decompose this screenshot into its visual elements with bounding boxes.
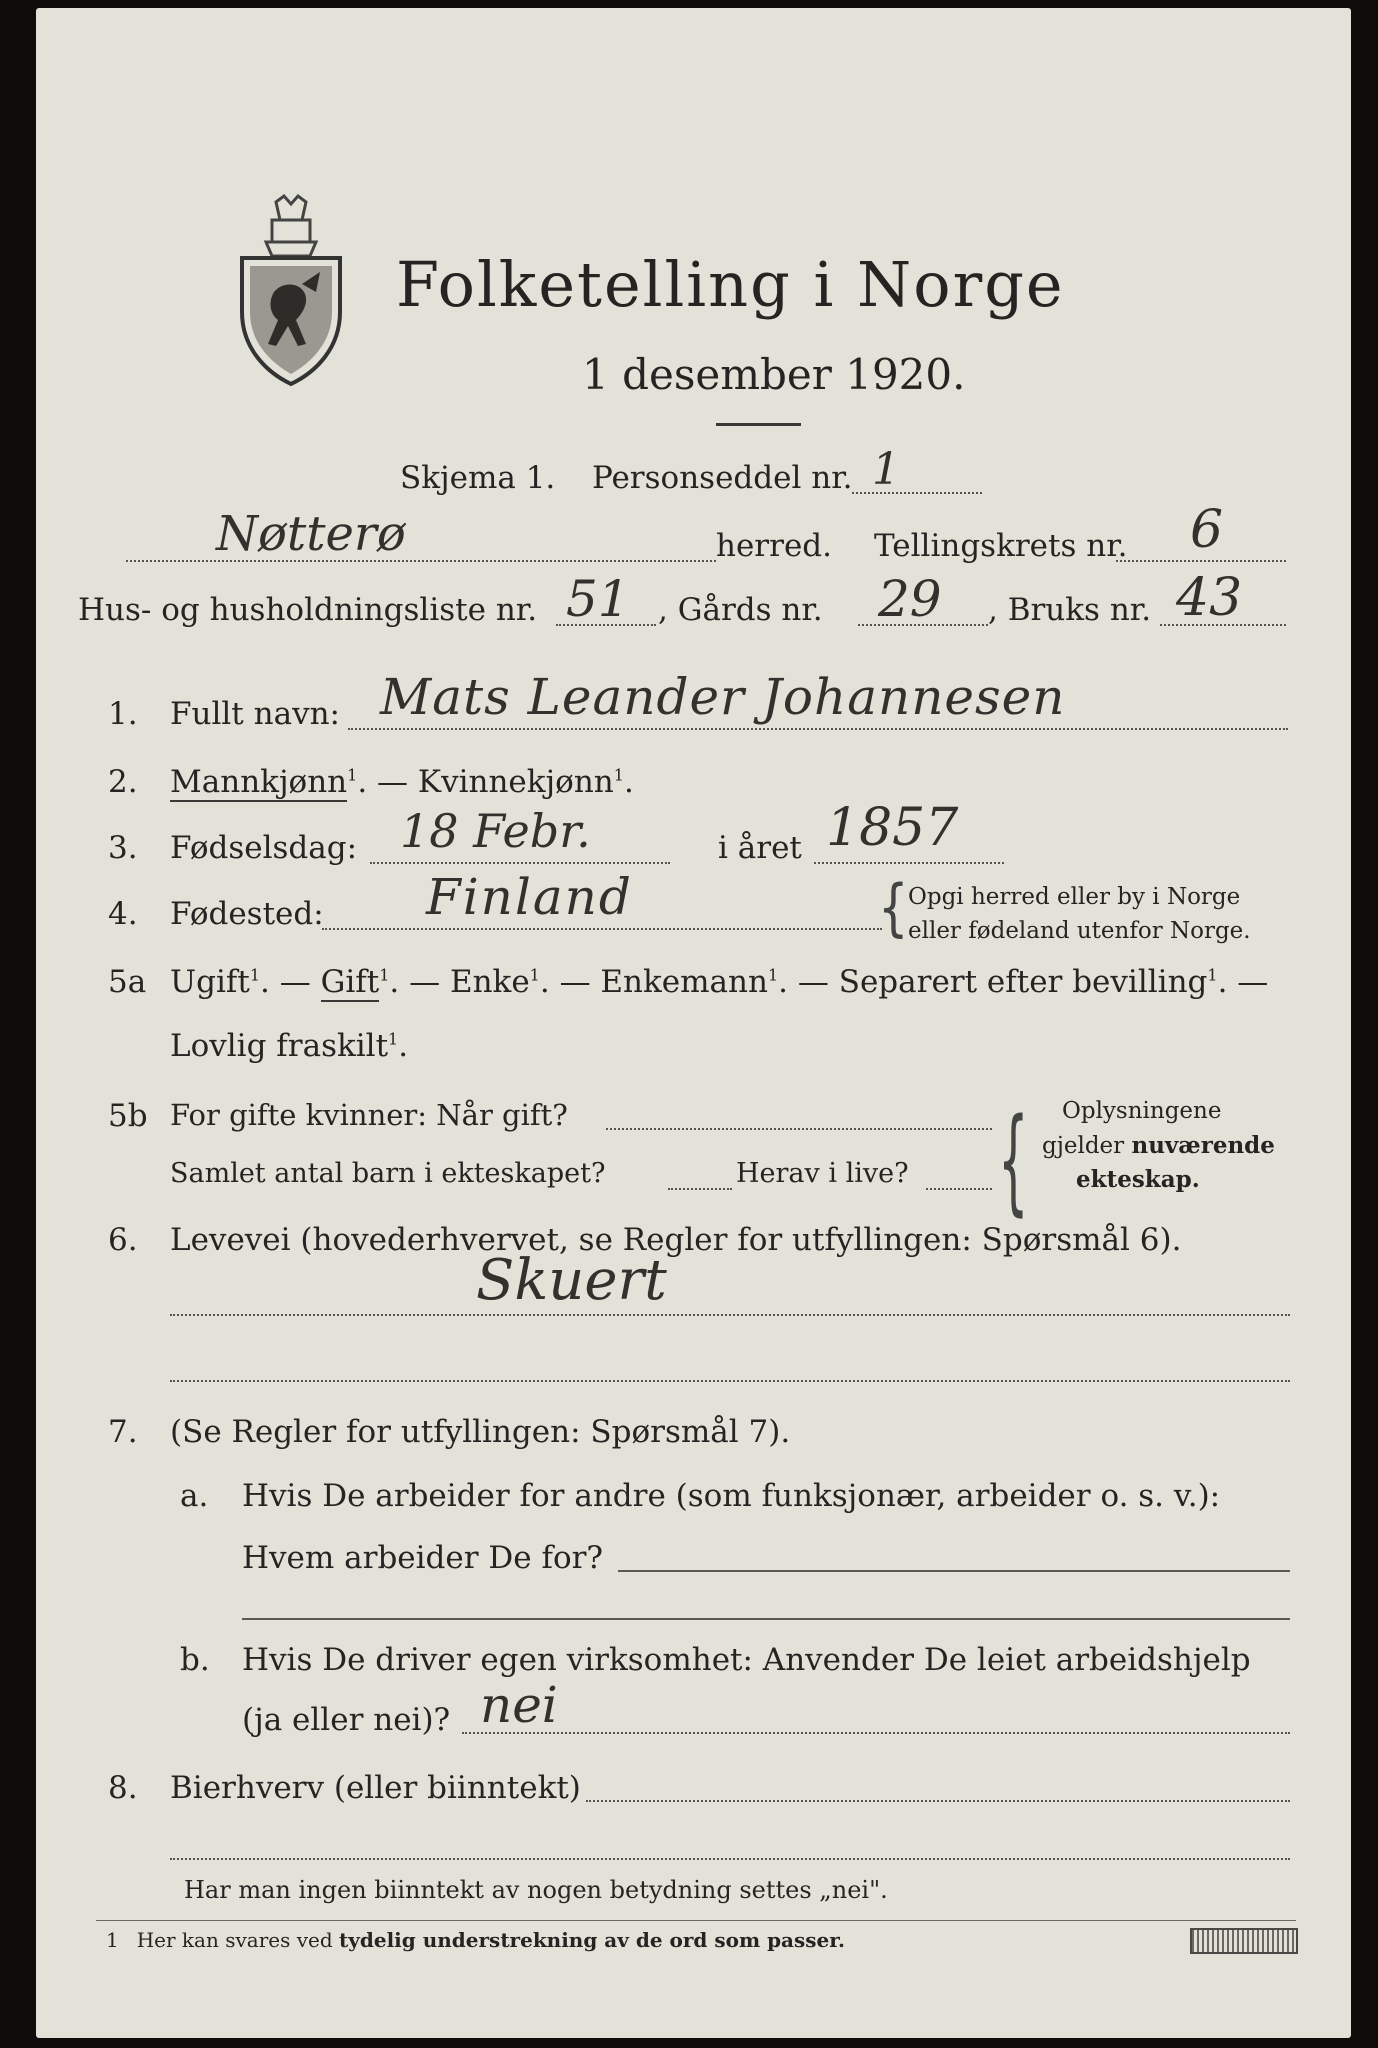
q1-full-name-value: Mats Leander Johannesen <box>380 668 1066 726</box>
q5b-label1: For gifte kvinner: Når gift? <box>170 1098 568 1132</box>
q7b-question: (ja eller nei)? <box>242 1702 451 1738</box>
q7-number: 7. <box>108 1414 138 1450</box>
personseddel-label: Personseddel nr. <box>592 460 853 496</box>
q5a-separert: Separert efter bevilling <box>838 964 1208 1000</box>
footnote-bold: tydelig understrekning av de ord som passer. <box>339 1928 845 1952</box>
hus-value: 51 <box>566 570 630 628</box>
q6-number: 6. <box>108 1222 138 1258</box>
q8-number: 8. <box>108 1770 138 1806</box>
q4-birthplace-value: Finland <box>426 868 633 926</box>
herred-line <box>126 560 716 562</box>
q5a-dash5: . — <box>1217 964 1269 1000</box>
tellingskrets-line <box>1116 560 1286 562</box>
q2-sep: . — <box>357 764 418 800</box>
q2-number: 2. <box>108 764 138 800</box>
q5a-dash2: . — <box>389 964 450 1000</box>
bruks-label: , Bruks nr. <box>988 592 1152 628</box>
q4-line <box>322 928 882 930</box>
footer-note: Har man ingen biinntekt av nogen betydning settes „nei". <box>184 1876 888 1904</box>
q3-aret-line <box>814 862 1004 864</box>
q5a-dash1: . — <box>260 964 321 1000</box>
q7b-answer-value: nei <box>480 1676 558 1734</box>
q2-kvinnekjonn: Kvinnekjønn <box>417 764 614 800</box>
q2-mannkjonn: Mannkjønn <box>170 764 348 800</box>
printer-stamp <box>1190 1928 1298 1954</box>
q3-line <box>370 862 670 864</box>
q5a-sup-fraskilt: 1 <box>388 1029 399 1049</box>
q3-number: 3. <box>108 830 138 866</box>
q7b-line <box>462 1732 1290 1734</box>
q5a-sup-enkemann: 1 <box>767 965 779 985</box>
form-title: Folketelling i Norge <box>396 248 1065 321</box>
q5b-note-line2 <box>1042 1132 1275 1159</box>
q5b-note-line3: ekteskap. <box>1076 1166 1200 1193</box>
q4-brace: { <box>878 871 909 945</box>
q7a-letter: a. <box>180 1478 209 1514</box>
q5a-fraskilt: Lovlig fraskilt <box>170 1028 389 1064</box>
q5b-brace: { <box>998 1094 1029 1229</box>
herred-value: Nøtterø <box>216 506 406 562</box>
q5a-sup-gift: 1 <box>379 965 390 985</box>
q8-label: Bierhverv (eller biinntekt) <box>170 1770 581 1806</box>
bruks-value: 43 <box>1176 568 1243 628</box>
q6-occupation-value: Skuert <box>476 1248 667 1313</box>
census-form-sheet <box>36 8 1351 2038</box>
q5a-enkemann: Enkemann <box>600 964 768 1000</box>
tellingskrets-value: 6 <box>1190 500 1224 560</box>
q5a-gift: Gift <box>320 964 380 1000</box>
title-divider <box>716 423 801 426</box>
q5a-end: . <box>398 1028 409 1064</box>
q5a-dash4: . — <box>778 964 839 1000</box>
q4-label: Fødested: <box>170 896 324 932</box>
q1-number: 1. <box>108 696 138 732</box>
q6-line1 <box>170 1314 1290 1316</box>
footnote-mark: 1 <box>106 1928 119 1952</box>
q7a-question: Hvem arbeider De for? <box>242 1540 604 1576</box>
q3-label: Fødselsdag: <box>170 830 358 866</box>
q7b-letter: b. <box>180 1642 210 1678</box>
footnote-text: Her kan svares ved <box>136 1928 340 1952</box>
gards-value: 29 <box>878 570 942 628</box>
q2-end: . <box>623 764 634 800</box>
q7a-line2 <box>242 1618 1290 1620</box>
gards-label: , Gårds nr. <box>658 592 823 628</box>
q5b-line3 <box>926 1188 992 1190</box>
tellingskrets-label: Tellingskrets nr. <box>874 528 1128 564</box>
q5a-sup-separert: 1 <box>1207 965 1218 985</box>
skjema-label: Skjema 1. <box>400 460 556 496</box>
q7-label: (Se Regler for utfyllingen: Spørsmål 7). <box>170 1414 791 1450</box>
q4-number: 4. <box>108 896 138 932</box>
q7a-line1 <box>618 1570 1290 1572</box>
q5b-line1 <box>606 1128 992 1130</box>
norway-coat-of-arms-icon <box>236 192 346 392</box>
q5a-sup-enke: 1 <box>529 965 540 985</box>
q1-line <box>348 728 1288 730</box>
q5b-line2 <box>668 1188 732 1190</box>
q5a-dash3: . — <box>539 964 601 1000</box>
q3-birthday-value: 18 Febr. <box>400 804 591 858</box>
q3-year-value: 1857 <box>826 798 959 858</box>
q1-label: Fullt navn: <box>170 696 340 732</box>
herred-label: herred. <box>716 528 832 564</box>
q6-label: Levevei (hovederhvervet, se Regler for utfyllingen: Spørsmål 6). <box>170 1222 1182 1258</box>
q4-note-line1: Opgi herred eller by i Norge <box>908 884 1241 910</box>
q5b-number: 5b <box>108 1098 148 1134</box>
q8-line1 <box>586 1800 1290 1802</box>
footnote <box>106 1928 845 1952</box>
q8-line2 <box>170 1858 1290 1860</box>
q7a-text: Hvis De arbeider for andre (som funksjonær, arbeider o. s. v.): <box>242 1478 1221 1514</box>
q6-line2 <box>170 1380 1290 1382</box>
q3-aret-label: i året <box>718 830 802 866</box>
q5b-note-nuvaerende: nuværende <box>1131 1132 1275 1159</box>
q5a-line2 <box>170 1028 408 1064</box>
hus-label: Hus- og husholdningsliste nr. <box>78 592 538 628</box>
q5a-enke: Enke <box>449 964 530 1000</box>
q5a-ugift: Ugift <box>170 964 250 1000</box>
q5a-number: 5a <box>108 964 147 1000</box>
footnote-rule <box>96 1920 1296 1921</box>
q4-note-line2: eller fødeland utenfor Norge. <box>908 918 1251 944</box>
q2-sup2: 1 <box>613 765 624 785</box>
census-date: 1 desember 1920. <box>582 350 966 399</box>
q5b-note-line1: Oplysningene <box>1062 1098 1222 1124</box>
q2-sup1: 1 <box>347 765 358 785</box>
q5a-marital-options <box>170 964 1268 1000</box>
q2-gender-options <box>170 764 634 800</box>
q5b-note-gjelder: gjelder <box>1042 1133 1132 1159</box>
q7b-text: Hvis De driver egen virksomhet: Anvender De leiet arbeidshjelp <box>242 1642 1251 1678</box>
personseddel-value: 1 <box>872 444 900 495</box>
q5a-sup-ugift: 1 <box>249 965 261 985</box>
q5b-label2: Samlet antal barn i ekteskapet? <box>170 1158 606 1189</box>
q5b-label3: Herav i live? <box>736 1158 909 1189</box>
